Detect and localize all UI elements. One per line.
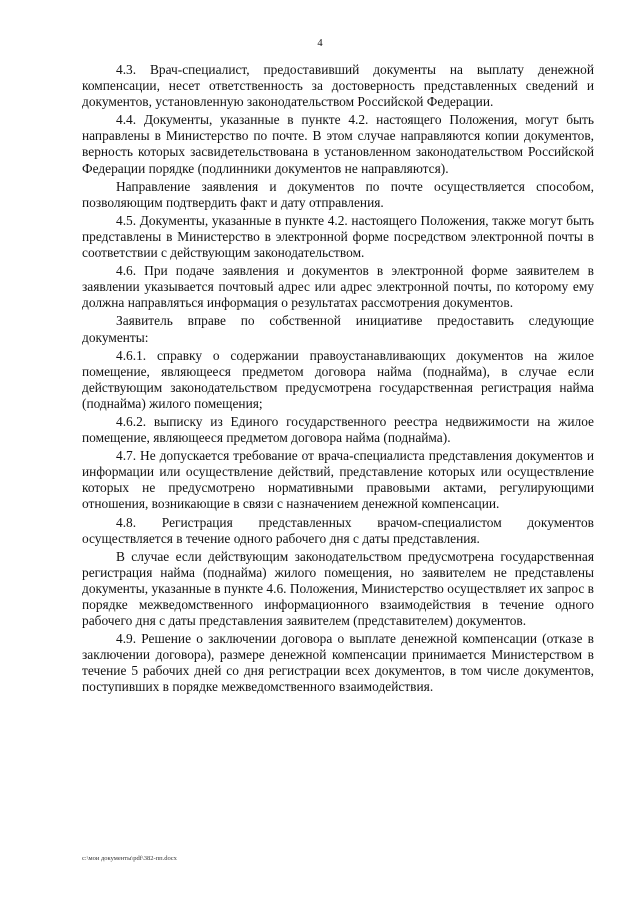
paragraph-4-6: 4.6. При подаче заявления и документов в электронной форме заявителем в заявлении указывается почтовый адрес или адрес электронной почты, по которому ему должна направляться информация о результатах рассмотрения документов. <box>82 263 594 311</box>
page-number: 4 <box>317 38 323 49</box>
paragraph-4-7: 4.7. Не допускается требование от врача-специалиста представления документов и информации или осуществление действий, представление которых или осуществление которых не предусмотрено нормативными правовыми актами, регулирующими отношения, возникающие в связи с назначением денежной компенсации. <box>82 448 594 512</box>
document-body <box>82 62 594 696</box>
paragraph-4-6-2: 4.6.2. выписку из Единого государственного реестра недвижимости на жилое помещение, являющееся предметом договора найма (поднайма). <box>82 413 594 446</box>
paragraph-4-3: 4.3. Врач-специалист, предоставивший документы на выплату денежной компенсации, несет ответственность за достоверность представленных сведений и документов, установленную законодательством Российской Федерации. <box>82 62 594 110</box>
paragraph-4-5: 4.5. Документы, указанные в пункте 4.2. настоящего Положения, также могут быть представлены в Министерство в электронной форме посредством электронной почты в соответствии с действующим законодательством. <box>82 212 594 261</box>
paragraph-4-8: 4.8. Регистрация представленных врачом-специалистом документов осуществляется в течение одного рабочего дня с даты представления. <box>82 514 594 546</box>
paragraph-4-6-1: 4.6.1. справку о содержании правоустанавливающих документов на жилое помещение, являющееся предметом договора найма (поднайма), в случае если действующим законодательством предусмотрена государственная регистрация найма (поднайма) жилого помещения; <box>82 347 594 411</box>
paragraph-postal-sending: Направление заявления и документов по почте осуществляется способом, позволяющим подтвердить факт и дату отправления. <box>82 178 594 210</box>
footer-file-path: c:\мои документы\pdf\382-пп.docx <box>82 855 177 862</box>
paragraph-4-4: 4.4. Документы, указанные в пункте 4.2. настоящего Положения, могут быть направлены в Министерство по почте. В этом случае направляются копии документов, верность которых засвидетельствована в установленном законодательством Российской Федерации порядке (подлинники документов не направляются). <box>82 112 594 176</box>
paragraph-4-9: 4.9. Решение о заключении договора о выплате денежной компенсации (отказе в заключении договора), размере денежной компенсации принимается Министерством в течение 5 рабочих дней со дня регистрации всех документов, в том числе документов, поступивших в порядке межведомственного взаимодействия. <box>82 631 594 695</box>
paragraph-interagency-request: В случае если действующим законодательством предусмотрена государственная регистрация найма (поднайма) жилого помещения, но заявителем не представлены документы, указанные в пункте 4.6. Положения, Министерство осуществляет их запрос в порядке межведомственного информационного взаимодействия в течение одного рабочего дня с даты представления заявителем (представителем) документов. <box>82 548 594 629</box>
paragraph-applicant-initiative: Заявитель вправе по собственной инициативе предоставить следующие документы: <box>82 313 594 345</box>
